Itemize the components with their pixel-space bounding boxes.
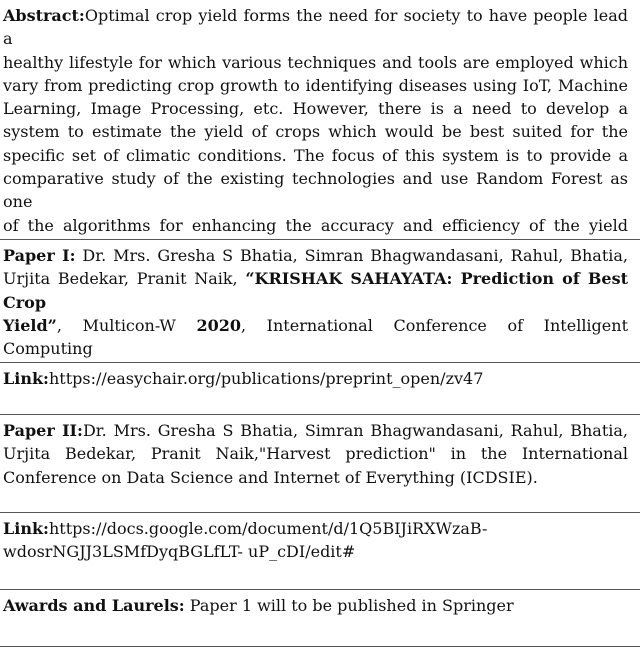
paper-1-conference: , International Conference of Intelligent Computing (3, 315, 628, 359)
paper-1-line (3, 314, 640, 361)
paper-1-label: Paper I: (3, 246, 76, 265)
paper-1-line (3, 244, 640, 267)
link-2-line (3, 517, 640, 540)
abstract-cell (0, 0, 640, 240)
paper-2-line: Conference on Data Science and Internet of Everything (ICDSIE). (3, 467, 538, 487)
paper-2-line (3, 419, 640, 442)
paper-1-year: 2020 (196, 315, 241, 335)
paper-1-authors-cont: Urjita Bedekar, Pranit Naik, (3, 269, 246, 289)
paper-2-cell (0, 415, 640, 513)
awards-line (3, 594, 640, 617)
paper-1-cell (0, 240, 640, 363)
awards-text: Paper 1 will to be published in Springer (184, 596, 514, 615)
link-1-cell (0, 363, 640, 415)
link-1-url[interactable]: https://easychair.org/publications/preprint_open/zv47 (48, 369, 484, 388)
paper-1-line (3, 267, 640, 314)
abstract-line: of the algorithms for enhancing the accuracy and efficiency of the yield (3, 215, 628, 235)
link-1-line (3, 367, 640, 390)
abstract-line: vary from predicting crop growth to identifying diseases using IoT, Machine (3, 75, 628, 95)
paper-2-line: Urjita Bedekar, Pranit Naik,"Harvest prediction" in the International (3, 444, 628, 464)
awards-label: Awards and Laurels: (3, 596, 185, 615)
abstract-line: healthy lifestyle for which various techniques and tools are employed which (3, 52, 628, 72)
paper-2-authors: Dr. Mrs. Gresha S Bhatia, Simran Bhagwandasani, Rahul, Bhatia, (82, 421, 628, 440)
paper-1-venue: , Multicon-W (56, 315, 197, 335)
awards-cell (0, 590, 640, 647)
abstract-line: specific set of climatic conditions. The focus of this system is to provide a (3, 145, 628, 165)
abstract-label: Abstract: (3, 6, 85, 25)
paper-2-label: Paper II: (3, 421, 83, 440)
abstract-line: Learning, Image Processing, etc. However, there is a need to develop a (3, 99, 628, 119)
abstract-line: system to estimate the yield of crops which would be best suited for the (3, 122, 628, 142)
paper-1-authors: Dr. Mrs. Gresha S Bhatia, Simran Bhagwandasani, Rahul, Bhatia, (82, 246, 628, 265)
abstract-line (3, 4, 640, 51)
link-2-url[interactable]: https://docs.google.com/document/d/1Q5BIJiRXWzaB- (48, 519, 488, 538)
link-2-label: Link: (3, 519, 49, 538)
link-1-label: Link: (3, 369, 49, 388)
link-2-cell (0, 513, 640, 590)
abstract-line: comparative study of the existing technologies and use Random Forest as one (3, 169, 628, 212)
paper-1-title-end: Yield” (3, 315, 57, 335)
paper-1-title: “KRISHAK SAHAYATA: Prediction of Best Crop (3, 269, 628, 312)
abstract-text: Optimal crop yield forms the need for society to have people lead a (3, 6, 628, 49)
link-2-url-cont[interactable]: wdosrNGJJ3LSMfDyqBGLfLT- uP_cDI/edit# (3, 542, 356, 562)
